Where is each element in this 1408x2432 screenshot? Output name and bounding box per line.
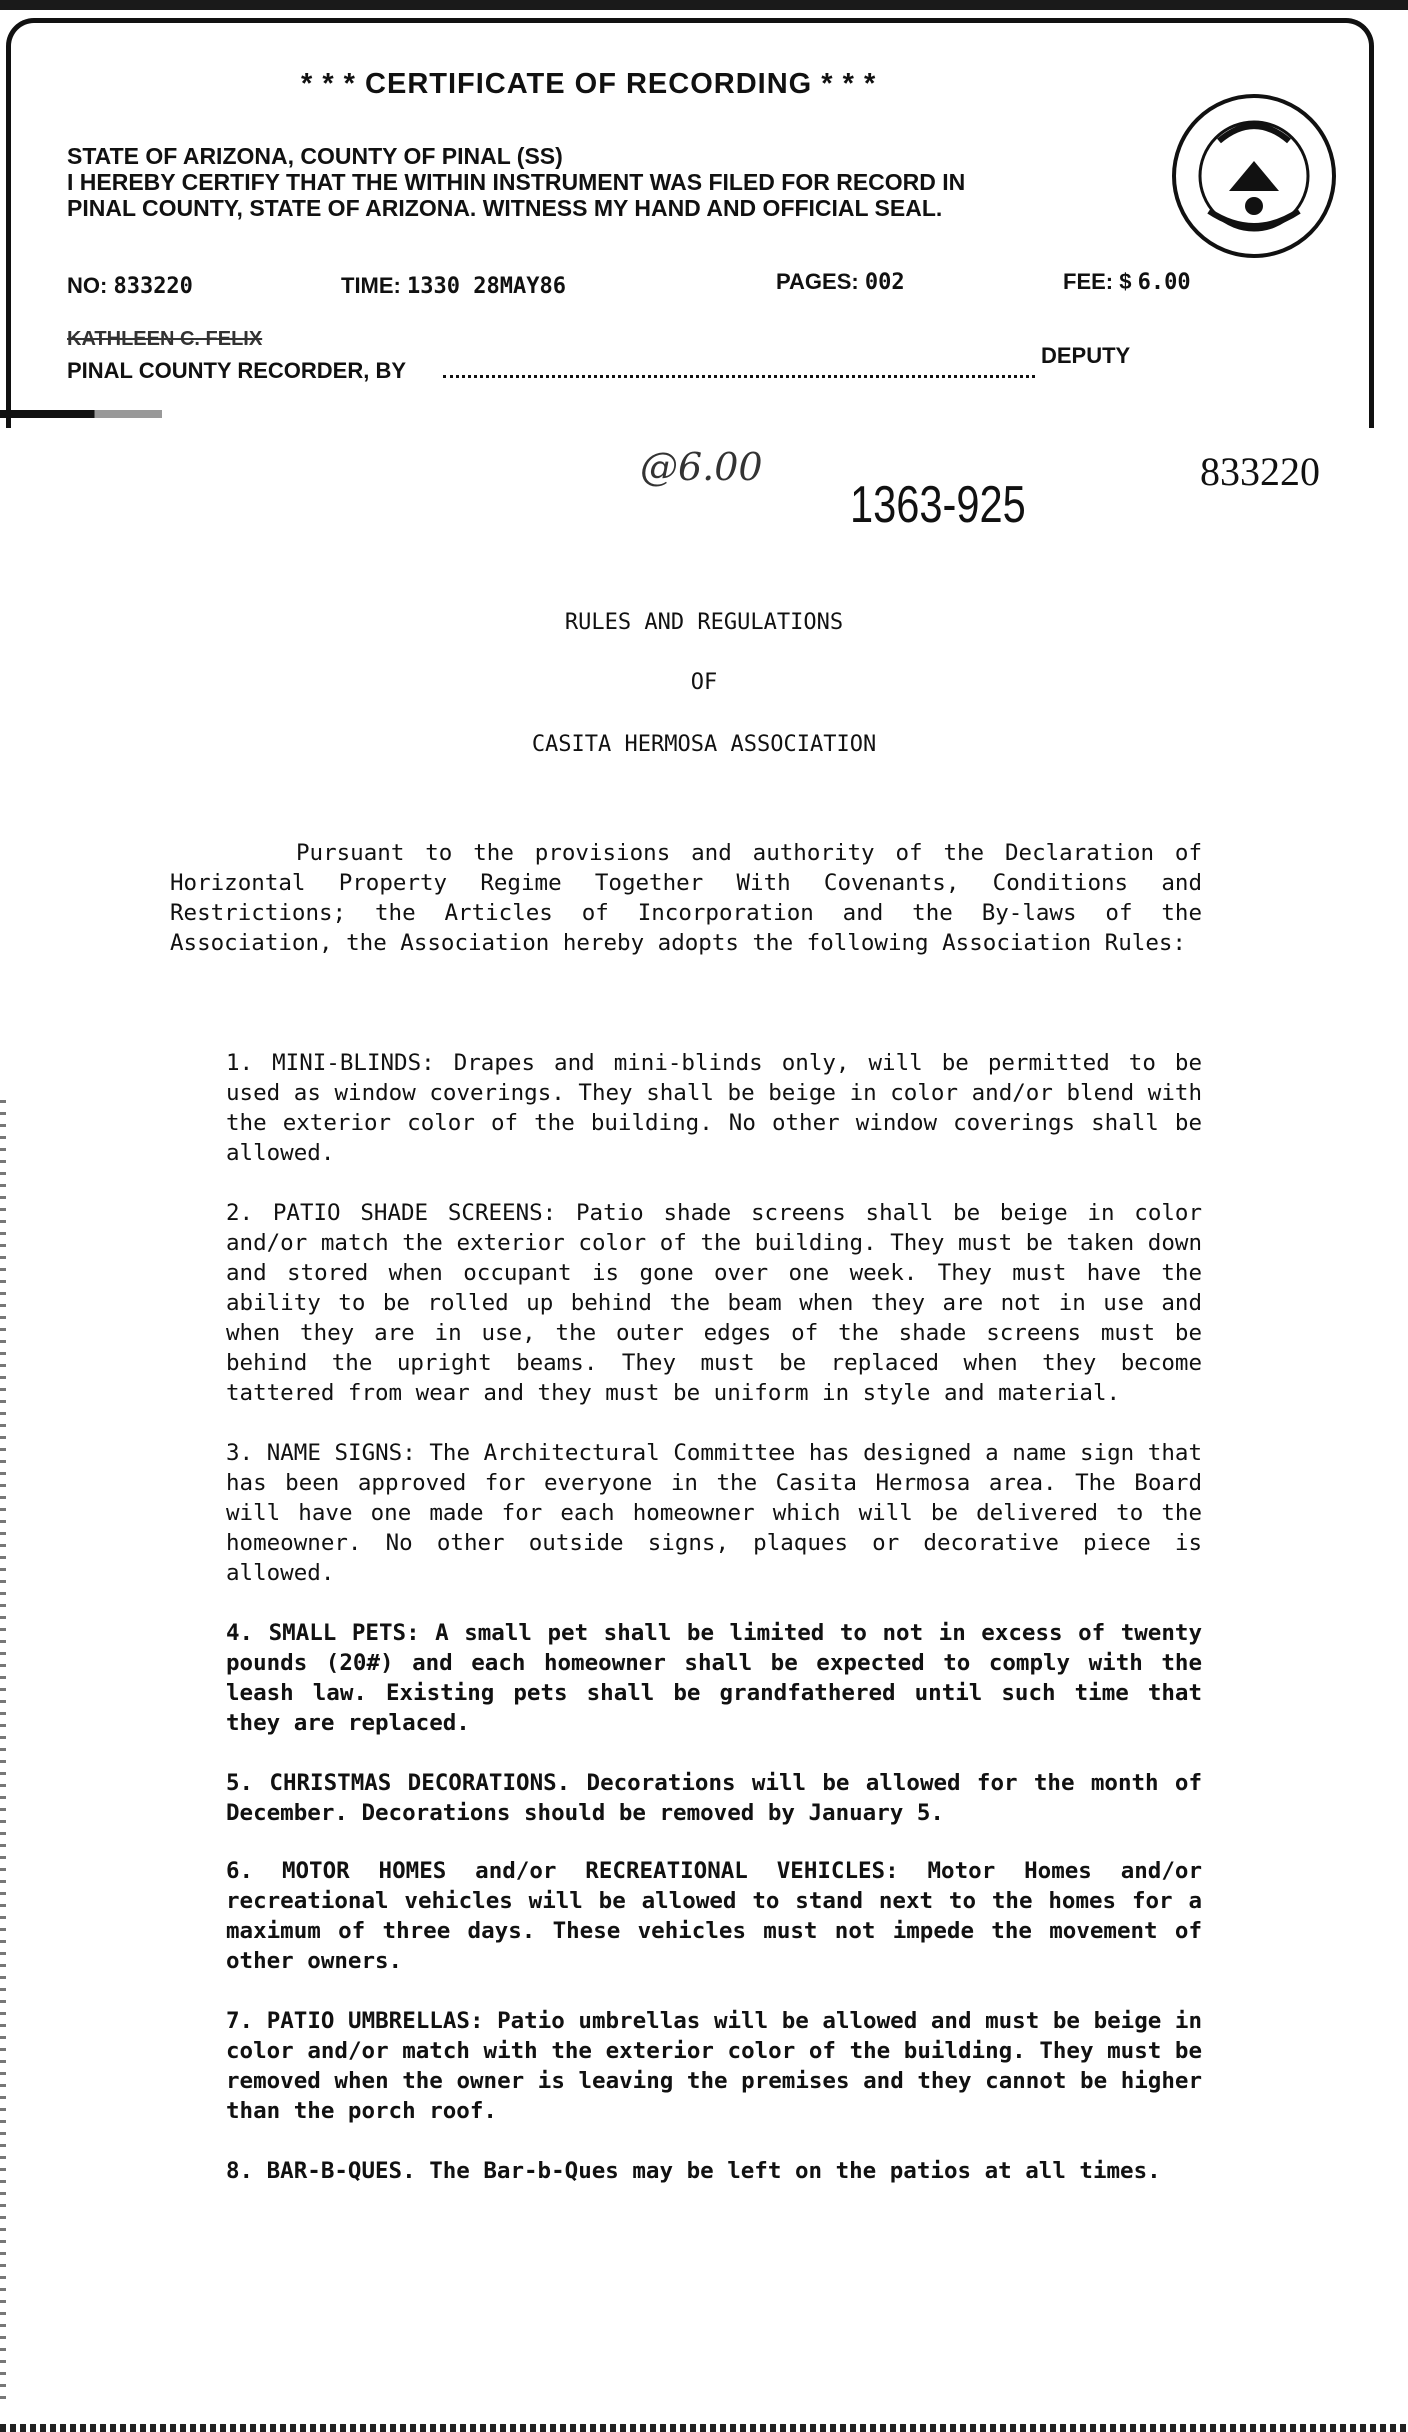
rule-christmas-decorations: 5. CHRISTMAS DECORATIONS. Decorations will be allowed for the month of December. Decorations should be removed by January 5.	[226, 1769, 1202, 1826]
rule-motor-homes: 6. MOTOR HOMES and/or RECREATIONAL VEHICLES: Motor Homes and/or recreational vehicles will be allowed to stand next to the homes for a maximum of three days. These vehicles must not impede the movement of other owners.	[226, 1857, 1202, 1974]
handwritten-fee-note: @6.00	[640, 445, 763, 489]
scan-smudge	[0, 410, 270, 418]
scan-edge-bottom	[0, 2424, 1408, 2432]
record-fee-value: 6.00	[1137, 270, 1191, 295]
association-name: CASITA HERMOSA ASSOCIATION	[531, 732, 877, 757]
record-no-field	[67, 273, 193, 299]
certificate-certify-line: I HEREBY CERTIFY THAT THE WITHIN INSTRUMENT WAS FILED FOR RECORD IN	[67, 169, 966, 195]
signature-dotted-line	[443, 375, 1035, 378]
rule-small-pets: 4. SMALL PETS: A small pet shall be limited to not in excess of twenty pounds (20#) and each homeowner shall be expected to comply with the leash law. Existing pets shall be grandfathered until such time that they are replaced.	[226, 1619, 1202, 1736]
record-time-label: TIME:	[341, 273, 401, 298]
record-pages-value: 002	[864, 270, 905, 295]
county-seal-stamp	[1169, 91, 1339, 261]
certificate-witness-line: PINAL COUNTY, STATE OF ARIZONA. WITNESS MY HAND AND OFFICIAL SEAL.	[67, 195, 943, 221]
record-no-label: NO:	[67, 273, 108, 298]
certificate-of-recording-box	[6, 18, 1374, 428]
certificate-title: * * * CERTIFICATE OF RECORDING * * *	[301, 68, 877, 100]
rule-bar-b-ques: 8. BAR-B-QUES. The Bar-b-Ques may be left on the patios at all times.	[226, 2157, 1161, 2184]
scan-edge-top	[0, 0, 1408, 10]
record-pages-field	[776, 269, 905, 295]
rule-patio-umbrellas: 7. PATIO UMBRELLAS: Patio umbrellas will be allowed and must be beige in color and/or match with the exterior color of the building. They must be removed when the owner is leaving the premises and they cannot be higher than the porch roof.	[226, 2007, 1202, 2124]
rule-mini-blinds: 1. MINI-BLINDS: Drapes and mini-blinds only, will be permitted to be used as window coverings. They shall be beige in color and/or blend with the exterior color of the building. No other window coverings shall be allowed.	[226, 1049, 1202, 1166]
intro-paragraph: Pursuant to the provisions and authority of the Declaration of Horizontal Property Regime Together With Covenants, Conditions and Restrictions; the Articles of Incorporation and the By-laws of the Association, the Association hereby adopts the following Association Rules:	[170, 839, 1202, 956]
document-title-of: OF	[690, 670, 718, 695]
record-fee-label: FEE: $	[1063, 269, 1132, 294]
document-number: 833220	[1200, 449, 1320, 494]
rule-patio-shade-screens: 2. PATIO SHADE SCREENS: Patio shade screens shall be beige in color and/or match the exterior color of the building. They must be taken down and stored when occupant is gone over one week. They must have the ability to be rolled up behind the beam when they are not in use and when they are in use, the outer edges of the shade screens must be behind the upright beams. They must be replaced when they become tattered from wear and they must be uniform in style and material.	[226, 1199, 1202, 1406]
certificate-state-line: STATE OF ARIZONA, COUNTY OF PINAL (SS)	[67, 143, 563, 169]
rule-name-signs: 3. NAME SIGNS: The Architectural Committee has designed a name sign that has been approved for everyone in the Casita Hermosa area. The Board will have one made for each homeowner which will be delivered to the homeowner. No other outside signs, plaques or decorative piece is allowed.	[226, 1439, 1202, 1586]
record-time-field	[341, 273, 566, 299]
record-pages-label: PAGES:	[776, 269, 859, 294]
recorder-name: KATHLEEN C. FELIX	[67, 328, 263, 350]
record-time-value: 1330 28MAY86	[407, 274, 566, 299]
document-title: RULES AND REGULATIONS	[564, 610, 844, 635]
record-no-value: 833220	[113, 274, 193, 299]
scan-edge-left	[0, 1100, 6, 2400]
book-page-number: 1363-925	[850, 476, 1026, 534]
recorder-label: PINAL COUNTY RECORDER, BY	[67, 358, 407, 383]
deputy-label: DEPUTY	[1041, 343, 1131, 368]
record-fee-field	[1063, 269, 1191, 295]
